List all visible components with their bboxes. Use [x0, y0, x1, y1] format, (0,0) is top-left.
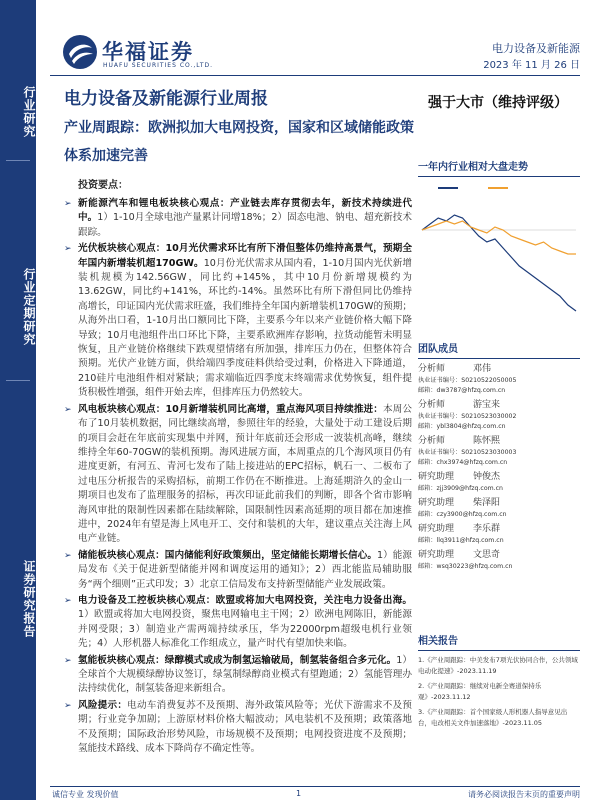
- member-name: 钟俊杰: [473, 472, 501, 482]
- report-title: 电力设备及新能源行业周报: [64, 89, 268, 109]
- key-point-heading: 电力设备及工控板块核心观点：欧盟或将加大电网投资，关注电力设备出海。: [78, 594, 412, 606]
- key-point: [64, 403, 412, 547]
- member-role: 分析师: [418, 436, 446, 446]
- brand-logo: [62, 34, 212, 74]
- team-member: [418, 363, 580, 396]
- bullet-arrow-icon: ➢: [64, 199, 72, 209]
- team-member: [418, 497, 580, 520]
- sidebar-label-periodic-research: 行业定期研究: [22, 268, 36, 346]
- team-list: [418, 363, 580, 572]
- member-role: 研究助理: [418, 550, 455, 560]
- sidebar-label-securities-report: 证券研究报告: [22, 560, 36, 638]
- page-number: 1: [296, 789, 302, 798]
- bullet-arrow-icon: ➢: [64, 700, 72, 711]
- brand-name: 华福证券: [102, 40, 194, 64]
- key-points-label: 投资要点：: [78, 180, 128, 191]
- key-points-list: [64, 197, 412, 756]
- related-list: [418, 655, 580, 729]
- related-report-link[interactable]: 1.《产业周跟踪：中美发布7项光伏协同合作，公共领域电动化提速》-2023.11.19: [418, 656, 578, 675]
- related-report-link[interactable]: 3.《产业周跟踪：首个国家级人形机器人指导意见出台，电改相关文件加速落地》-2023.11.05: [418, 708, 568, 727]
- member-role: 分析师: [418, 400, 446, 410]
- key-point-text: 1）1-10月全球电池产量累计同增18%；2）固态电池、钠电、超充新技术跟踪。: [78, 212, 412, 238]
- team-section: [418, 340, 580, 575]
- bullet-arrow-icon: ➢: [64, 595, 72, 606]
- member-name: 李乐群: [473, 524, 501, 534]
- key-point-text: 本周公布了10月装机数据，同比继续高增，参照往年的经验，大量处于动工建设后期的项目会赶在年底前实现集中并网，预计年底前还会形成一波装机高峰，继续维持全年60-70GW的装机预期。海风进展方面，本周重点的几个海风项目仍有进度更新，有河五、青河七发布了陆上接进站的EPC招标，帆石一、二板布了过电压分析报告的采购招标，前期工作仍在不断推进。上海延期浒久的金山一期项目也发布了监理服务的招标，再次印证此前我们的判断，即各个省市影响海风审批的限制性因素都在陆续解除，国限制性因素高延期的项目都在加速推进中，2024年有望是海上风电开工、交付和装机的大年，建议重点关注海上风电产业链。: [78, 403, 412, 545]
- member-contact: 邮箱：wsq30223@hfzq.com.cn: [418, 563, 513, 570]
- key-point-heading: 氢能板块核心观点：绿醇模式或成为制氢运输破局，制氢装备组合多元化。: [78, 654, 397, 666]
- member-contact: 邮箱：czy3900@hfzq.com.cn: [418, 511, 507, 518]
- sidebar-divider: [6, 160, 30, 161]
- header-rule: [50, 75, 580, 76]
- related-reports: [418, 632, 580, 733]
- member-name: 邓伟: [473, 364, 492, 374]
- member-contact: 执业证书编号：S0210523030003: [418, 449, 517, 456]
- series-line: [422, 221, 576, 254]
- key-point-text: 1）全球首个大规模绿醇协议签订，绿氢制绿醇商业模式有望跑通；2）氢能管理办法持续优化，制氢装备迎来新组合。: [78, 654, 412, 695]
- related-report-link[interactable]: 2.《产业周跟踪：继续对电新全赛道保持乐观》-2023.11.12: [418, 682, 542, 701]
- member-contact: 执业证书编号：S0210522050005: [418, 377, 517, 384]
- footer-rule: [50, 786, 580, 787]
- header-date: 2023 年 11 月 26 日: [483, 60, 580, 71]
- member-role: 分析师: [418, 364, 446, 374]
- key-point-heading: 风险提示：: [78, 699, 128, 711]
- team-member: [418, 399, 580, 432]
- bullet-arrow-icon: ➢: [64, 404, 72, 415]
- member-contact: 邮箱：dw3787@hfzq.com.cn: [418, 387, 506, 394]
- bullet-arrow-icon: ➢: [64, 244, 72, 255]
- bullet-arrow-icon: ➢: [64, 550, 72, 561]
- key-point-heading: 风电板块核心观点：10月新增装机同比高增，重点海风项目持续推进：: [78, 403, 383, 415]
- member-role: 研究助理: [418, 472, 455, 482]
- key-point-heading: 储能板块核心观点：国内储能利好政策频出，坚定储能长期增长信心。: [78, 549, 377, 561]
- key-point: [64, 242, 412, 400]
- member-name: 游宝来: [473, 400, 501, 410]
- key-point-text: 1）能源局发布《关于促进新型储能并网和调度运用的通知》；2）西北能监局辅助服务“两个细则”正式印发；3）北京工信局发布支持新型储能产业发展政策。: [78, 549, 413, 590]
- chart-title-rule: [418, 176, 580, 177]
- bullet-arrow-icon: ➢: [64, 655, 72, 666]
- header-sector: 电力设备及新能源: [492, 42, 580, 55]
- key-point: [64, 699, 412, 757]
- brand-logo-icon: [62, 34, 98, 70]
- member-role: 研究助理: [418, 498, 455, 508]
- key-point: [64, 654, 412, 697]
- chart-plot: [418, 180, 580, 330]
- member-contact: 邮箱：chx3974@hfzq.com.cn: [418, 459, 508, 466]
- member-contact: 邮箱：ybl3804@hfzq.com.cn: [418, 423, 506, 430]
- relative-performance-chart: [418, 158, 580, 334]
- report-subtitle: 产业周跟踪：欧洲拟加大电网投资，国家和区域储能政策体系加速完善: [64, 120, 414, 164]
- related-title-rule: [418, 650, 580, 651]
- rating: 强于大市（维持评级）: [428, 95, 568, 111]
- member-name: 文思奇: [473, 550, 501, 560]
- series-line: [422, 215, 576, 311]
- member-contact: 邮箱：llq3911@hfzq.com.cn: [418, 537, 504, 544]
- footer-disclaimer: 请务必阅读报告末页的重要声明: [468, 790, 580, 799]
- team-member: [418, 471, 580, 494]
- key-point: [64, 197, 412, 240]
- brand-name-en: HUAFU SECURITIES CO.,LTD.: [103, 62, 214, 69]
- footer-slogan: 诚信专业 发现价值: [52, 790, 119, 799]
- member-contact: 执业证书编号：S0210523030002: [418, 413, 517, 420]
- key-point-text: 10月份光伏需求从国内看，1-10月国内光伏新增装机规模为142.56GW，同比约+145%，其中10月份新增规模约为13.62GW，同比约+141%，环比约-14%。虽然环比有所下滑但同比仍维持高增长，印证国内光伏需求旺盛，我们维持全年国内新增装机170GW的预期；从海外出口看，1-10月出口额同比下降，主要系今年以来产业链价格大幅下降导致；10月电池组件出口环比下降，主要系欧洲库存影响，拉货动能暂未明显恢复，且产业链价格继续下跌观望情绪有所加强，排库压力仍在，但整体符合预期。光伏产业链方面，供给端四季度硅料供给受过剩，价格进入下降通道，210硅片电池组件相对紧缺；需求端临近四季度末终端需求优势恢复，组件提货积极性增强，组件开始去库，但排库压力仍然较大。: [78, 257, 413, 399]
- team-member: [418, 435, 580, 468]
- key-point-text: 1）欧盟或将加大电网投资，聚焦电网输电主干网；2）欧洲电网陈旧，新能源并网受限；3）制造业产需两端持续承压，华为22000rpm超级电机行业领先；4）人形机器人标准化工作组成立，量产时代有望加快来临。: [78, 609, 412, 650]
- member-name: 陈怀熙: [473, 436, 501, 446]
- member-role: 研究助理: [418, 524, 455, 534]
- main-content: [64, 176, 412, 758]
- key-point: [64, 549, 412, 592]
- key-point-heading: 光伏板块核心观点：10月光伏需求环比有所下滑但整体仍维持高景气，预期全年国内新增装机超170GW。: [78, 243, 412, 269]
- member-name: 柴泽阳: [473, 498, 501, 508]
- sidebar: [0, 0, 36, 800]
- member-contact: 邮箱：zjj3909@hfzq.com.cn: [418, 485, 503, 492]
- sidebar-divider: [6, 380, 30, 381]
- key-point-text: 电动车消费复苏不及预期、海外政策风险等；光伏下游需求不及预期；行业竞争加剧；上游原材料价格大幅波动；风电装机不及预期；政策落地不及预期；国际政治形势风险，市场规模不及预期；电网投资进度不及预期；氢能技术路线、成本下降尚存不确定性等。: [78, 699, 413, 755]
- chart-title: 一年内行业相对大盘走势: [418, 162, 528, 173]
- team-title: 团队成员: [418, 344, 458, 355]
- related-title: 相关报告: [418, 636, 458, 647]
- team-member: [418, 549, 580, 572]
- team-title-rule: [418, 358, 580, 359]
- key-point: [64, 594, 412, 652]
- sidebar-label-industry-research: 行业研究: [22, 86, 36, 138]
- team-member: [418, 523, 580, 546]
- key-point-heading: 新能源汽车和锂电板块核心观点：产业链去库存贯彻去年，新技术持续进代中。: [78, 198, 412, 224]
